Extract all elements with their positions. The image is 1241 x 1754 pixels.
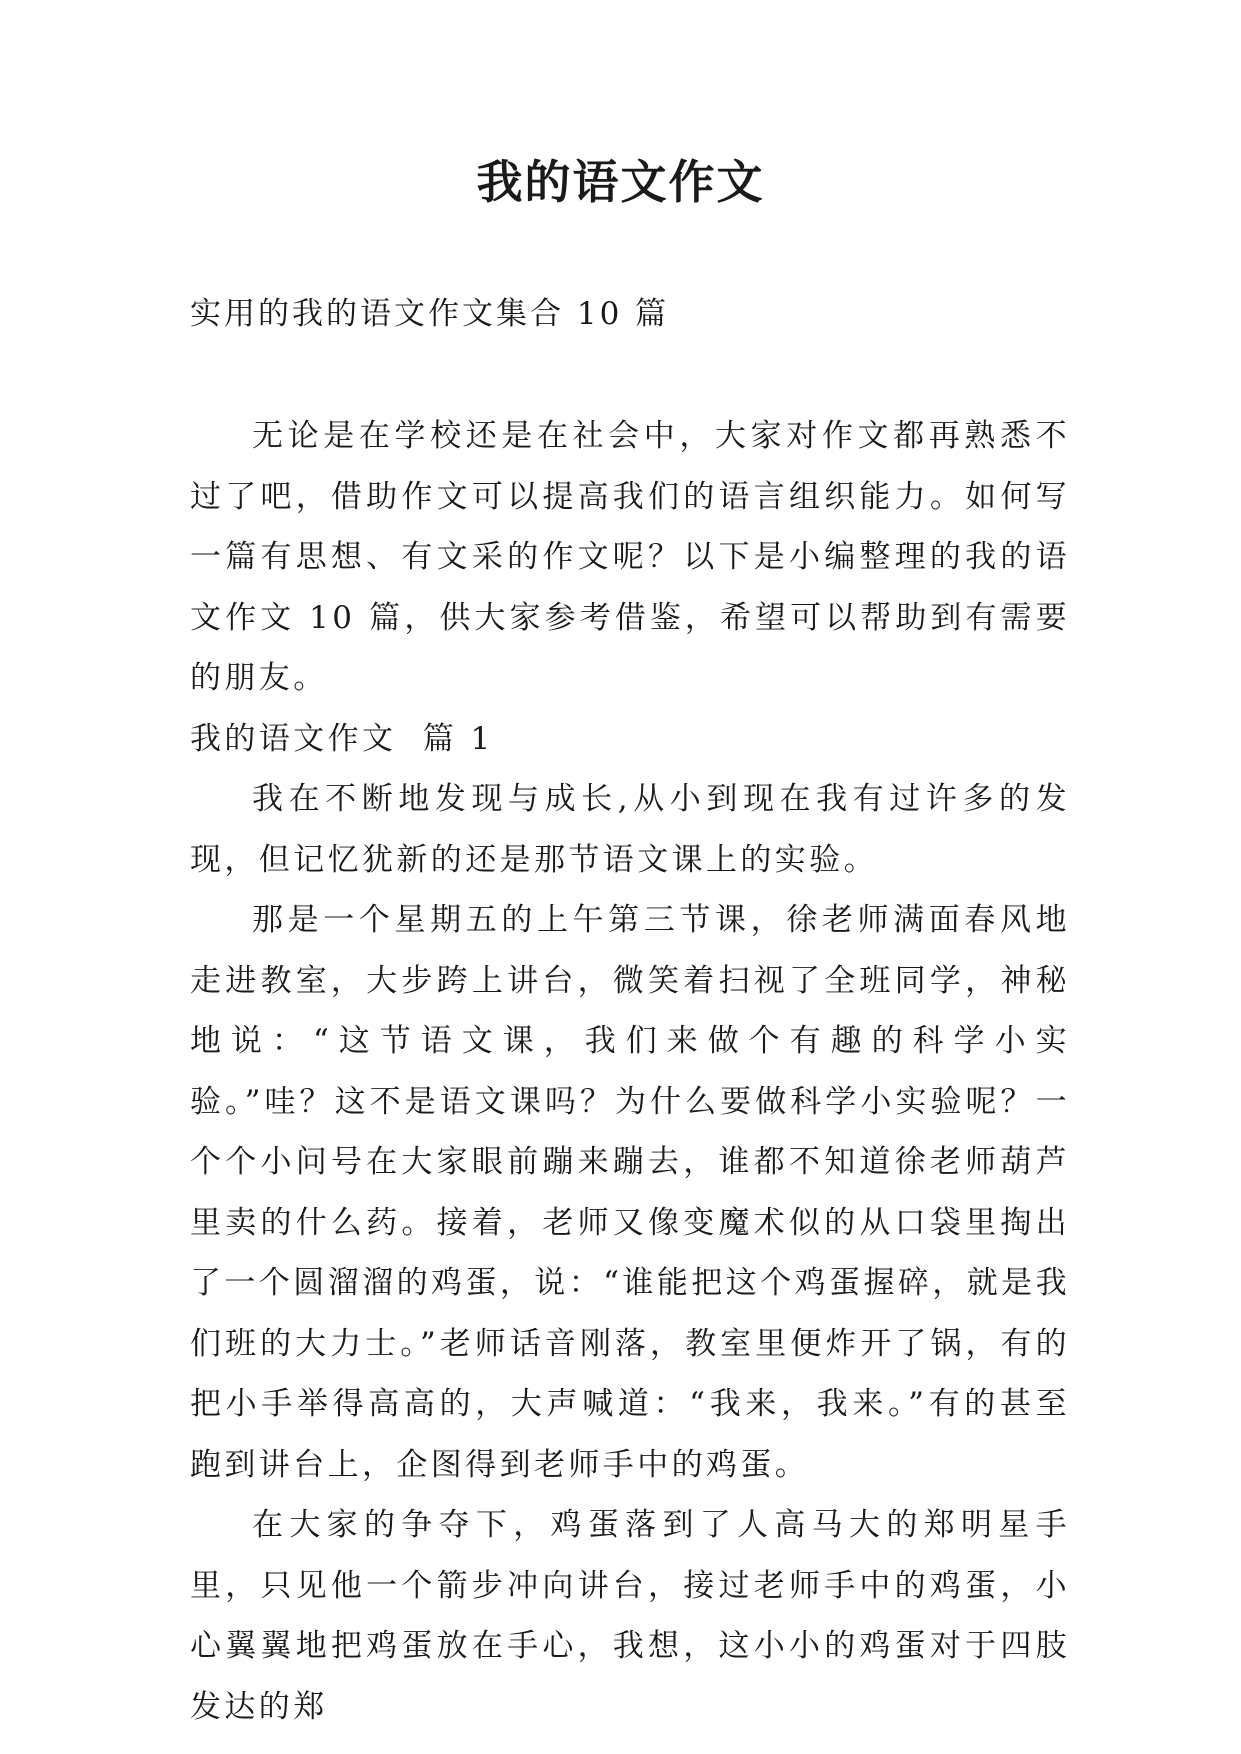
document-body — [190, 406, 1070, 1737]
intro-paragraph: 无论是在学校还是在社会中，大家对作文都再熟悉不过了吧，借助作文可以提高我们的语言组织能力。如何写一篇有思想、有文采的作文呢？以下是小编整理的我的语文作文 10 篇，供大家参考借鉴，希望可以帮助到有需要的朋友。 — [190, 418, 1070, 696]
body-paragraph: 我在不断地发现与成长,从小到现在我有过许多的发现，但记忆犹新的还是那节语文课上的实验。 — [190, 781, 1070, 878]
body-paragraph: 在大家的争夺下，鸡蛋落到了人高马大的郑明星手里，只见他一个箭步冲向讲台，接过老师手中的鸡蛋，小心翼翼地把鸡蛋放在手心，我想，这小小的鸡蛋对于四肢发达的郑 — [190, 1507, 1070, 1725]
body-paragraph: 那是一个星期五的上午第三节课，徐老师满面春风地走进教室，大步跨上讲台，微笑着扫视了全班同学，神秘地说：“这节语文课，我们来做个有趣的科学小实验。”哇？这不是语文课吗？为什么要做科学小实验呢？一个个小问号在大家眼前蹦来蹦去，谁都不知道徐老师葫芦里卖的什么药。接着，老师又像变魔术似的从口袋里掏出了一个圆溜溜的鸡蛋，说：“谁能把这个鸡蛋握碎，就是我们班的大力士。”老师话音刚落，教室里便炸开了锅，有的把小手举得高高的，大声喊道：“我来，我来。”有的甚至跑到讲台上，企图得到老师手中的鸡蛋。 — [190, 902, 1070, 1483]
section-heading: 我的语文作文 篇 1 — [190, 720, 494, 757]
document-title: 我的语文作文 — [476, 155, 765, 209]
document-subtitle: 实用的我的语文作文集合 10 篇 — [190, 296, 670, 332]
